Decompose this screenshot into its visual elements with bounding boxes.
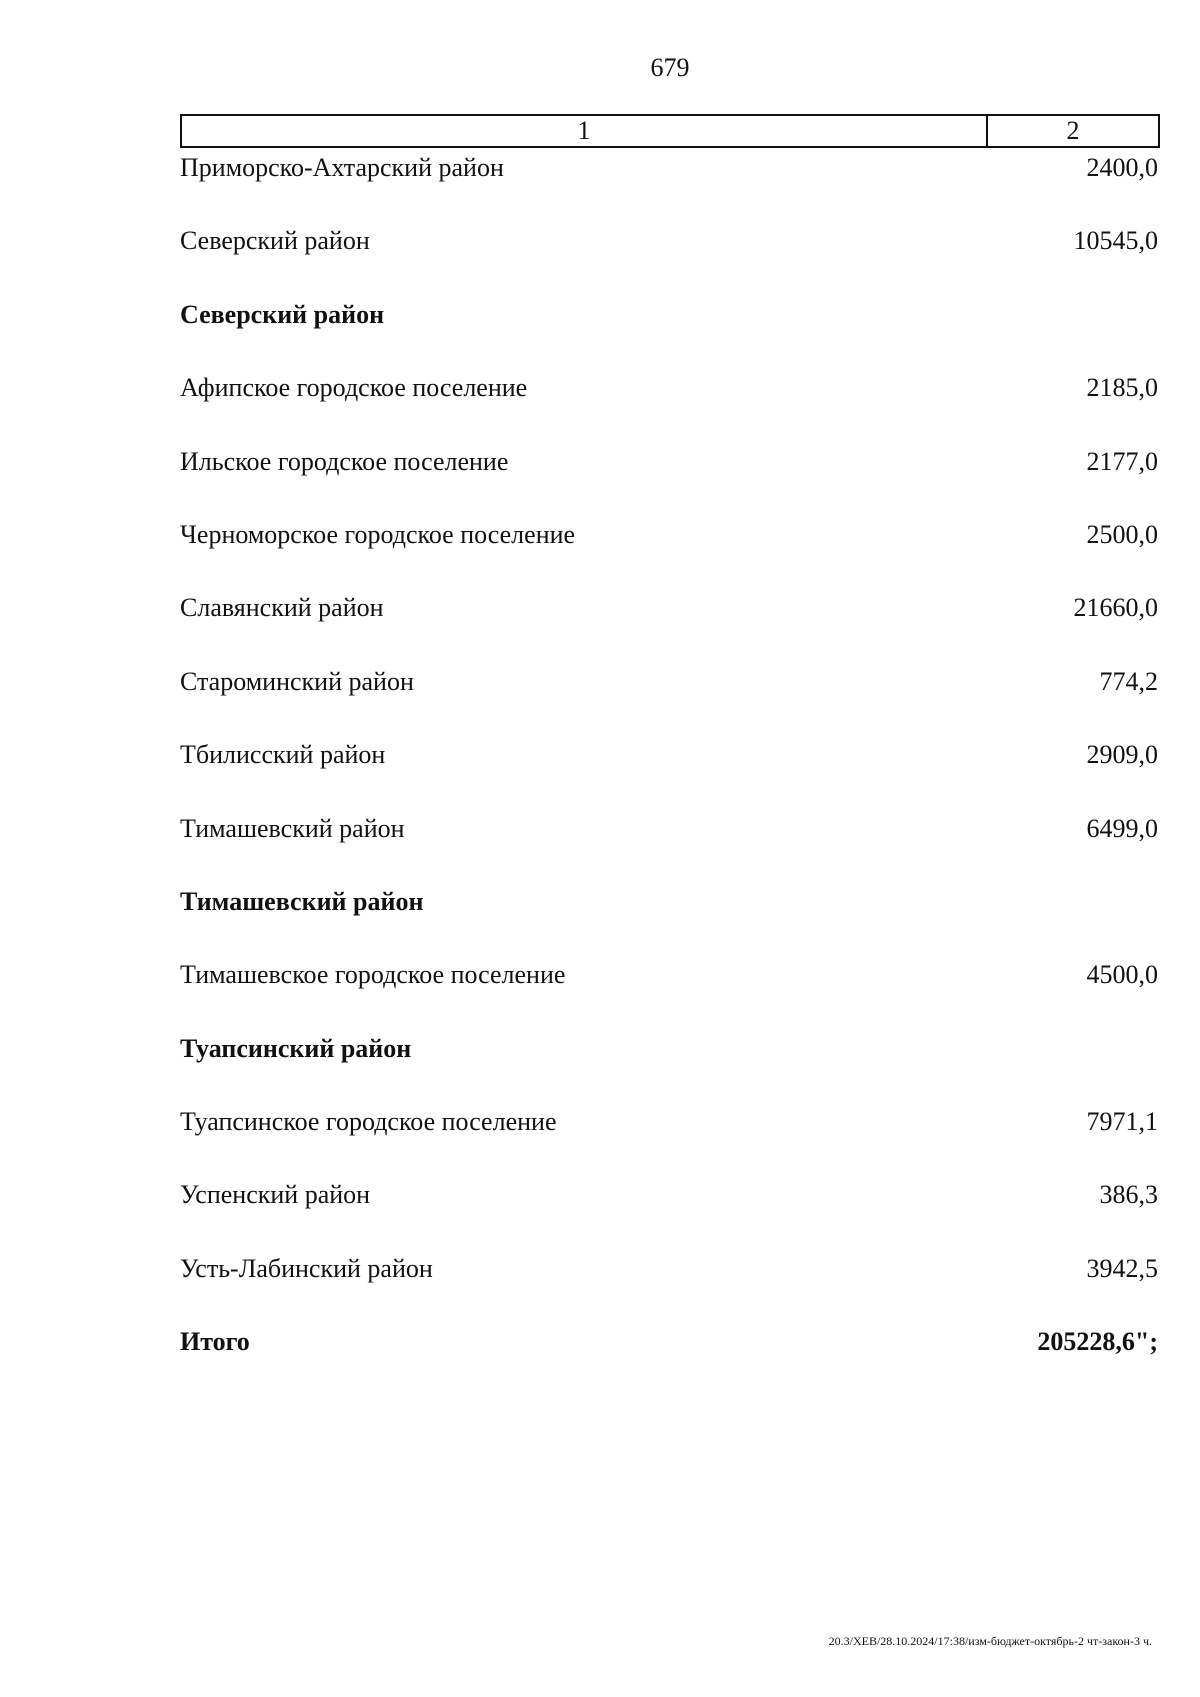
row-value: 3942,5 — [1086, 1253, 1158, 1283]
table-row — [180, 590, 1160, 663]
row-name: Тимашевский район — [180, 886, 424, 916]
row-value: 21660,0 — [1073, 593, 1158, 623]
table-section-heading — [180, 884, 1160, 957]
table-header-col-1: 1 — [182, 116, 988, 146]
row-value: 7971,1 — [1086, 1107, 1158, 1137]
page-number: 679 — [650, 53, 690, 82]
row-value: 774,2 — [1099, 666, 1158, 696]
row-name: Приморско-Ахтарский район — [180, 153, 504, 182]
row-value: 386,3 — [1099, 1180, 1158, 1210]
row-value: 205228,6"; — [1037, 1327, 1158, 1357]
row-name: Успенский район — [180, 1180, 371, 1210]
row-name: Староминский район — [180, 666, 414, 696]
row-name: Ильское городское поселение — [180, 446, 509, 476]
table-row — [180, 150, 1160, 223]
table-row — [180, 1324, 1160, 1397]
table-row — [180, 1251, 1160, 1324]
row-name: Туапсинский район — [180, 1033, 412, 1063]
row-name: Славянский район — [180, 593, 384, 623]
row-value: 2500,0 — [1086, 519, 1158, 549]
row-name: Усть-Лабинский район — [180, 1253, 433, 1283]
row-value: 10545,0 — [1073, 226, 1158, 256]
document-footer-code: 20.3/ХЕВ/28.10.2024/17:38/изм-бюджет-октябрь-2 чт-закон-3 ч. — [828, 1634, 1152, 1648]
row-value: 2400,0 — [1086, 153, 1158, 182]
table-row — [180, 811, 1160, 884]
table-header — [180, 114, 1160, 148]
row-name: Северский район — [180, 226, 370, 256]
table-row — [180, 444, 1160, 517]
row-value: 2185,0 — [1086, 373, 1158, 403]
row-name: Тимашевский район — [180, 813, 405, 843]
row-value: 2909,0 — [1086, 740, 1158, 770]
table-row — [180, 1104, 1160, 1177]
row-value: 4500,0 — [1086, 960, 1158, 990]
table-row — [180, 664, 1160, 737]
table-row — [180, 223, 1160, 296]
table-header-col-2: 2 — [1066, 116, 1080, 145]
table-row — [180, 370, 1160, 443]
row-value: 6499,0 — [1086, 813, 1158, 843]
row-name: Афипское городское поселение — [180, 373, 528, 403]
table-row — [180, 517, 1160, 590]
table-section-heading — [180, 297, 1160, 370]
row-name: Северский район — [180, 299, 385, 329]
row-value: 2177,0 — [1086, 446, 1158, 476]
table-row — [180, 737, 1160, 810]
row-name: Итого — [180, 1327, 250, 1357]
row-name: Тбилисский район — [180, 740, 386, 770]
table-row — [180, 1177, 1160, 1250]
table-body — [180, 150, 1160, 1398]
row-name: Туапсинское городское поселение — [180, 1107, 557, 1137]
row-name: Тимашевское городское поселение — [180, 960, 566, 990]
table-row — [180, 957, 1160, 1030]
table-section-heading — [180, 1031, 1160, 1104]
row-name: Черноморское городское поселение — [180, 519, 576, 549]
